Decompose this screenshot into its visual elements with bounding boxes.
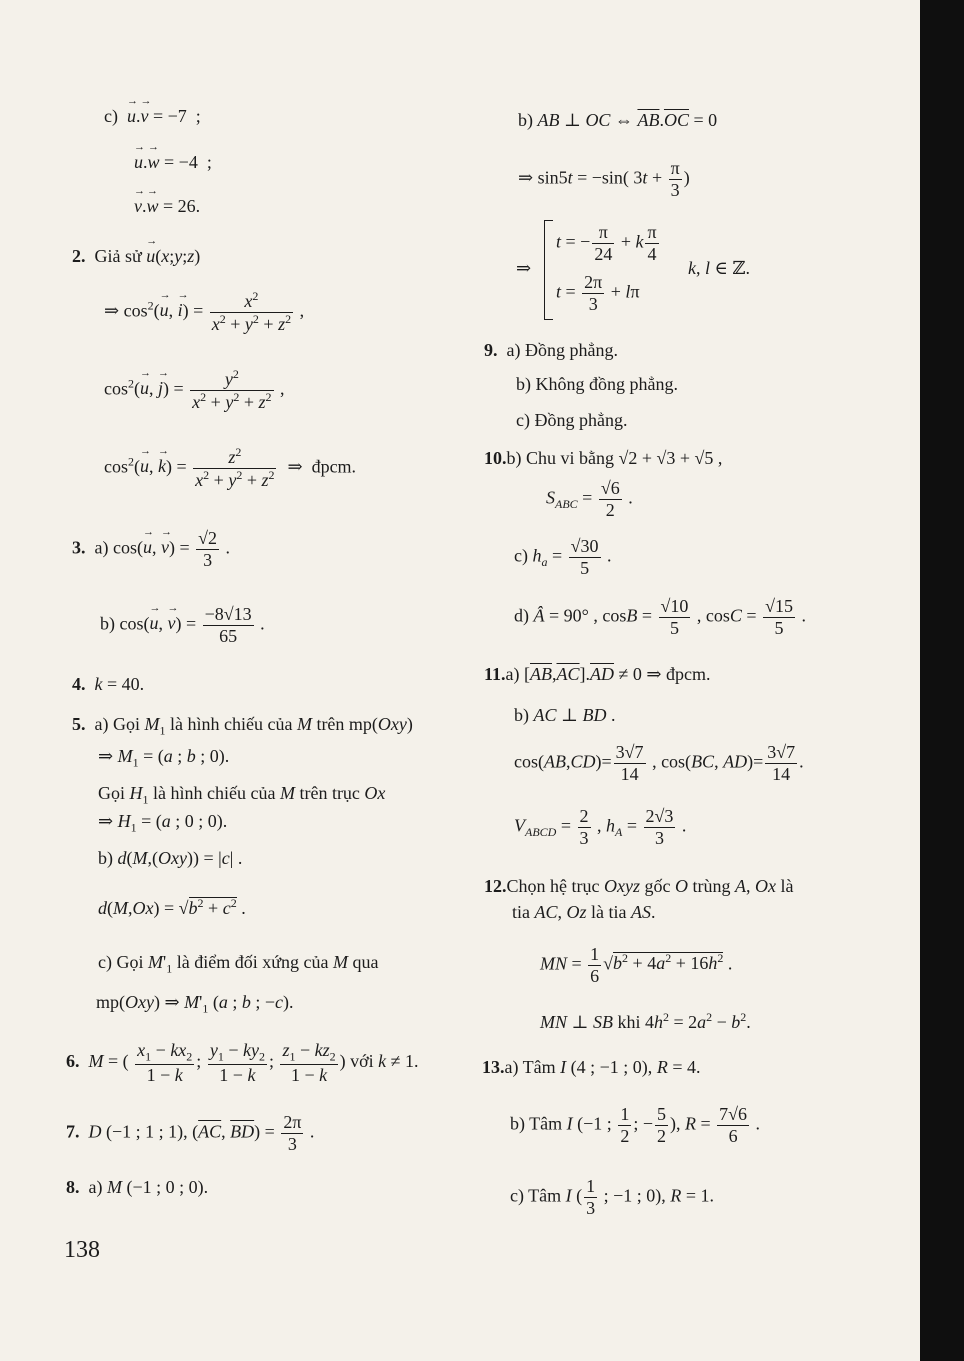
answer-5a-line4: ⇒ $H_1 = (a$ ; 0 ; 0). bbox=[98, 811, 228, 835]
answer-4: 4. k = 40. bbox=[72, 674, 145, 694]
answer-5a-line3: Gọi $H_1$ là hình chiếu của M trên trục Ox bbox=[98, 783, 386, 807]
answer-5a-line1: 5. a) Gọi $M_1$ là hình chiếu của M trên mp(Oxy) bbox=[72, 714, 413, 738]
scan-dark-edge bbox=[920, 0, 964, 1361]
answer-5a-line2: ⇒ $M_1 = (a$ ; b ; 0). bbox=[98, 746, 230, 770]
answer-5b-line1: b) d(M,(Oxy)) = |c| . bbox=[98, 848, 243, 868]
answer-1c-uv: c) → u.→ v = −7 ; bbox=[104, 106, 201, 128]
answer-7: 7. D (−1 ; 1 ; 1), ($\overline{AC}$, $\overline{BD}$) = $\frac{2\pi}{3}$ . bbox=[66, 1112, 315, 1154]
answer-8b-implies: ⇒ bbox=[516, 258, 532, 278]
answer-2-cos-i: ⇒ $\cos^2(\to u$, → i) = $\frac{x^2}{x^2 + y^2 + z^2}$ , bbox=[104, 290, 304, 334]
answer-10b-area: $S_{ABC}$ = $\frac{√6}{2}$ . bbox=[546, 478, 633, 520]
answer-5b-line2: $d(M,Ox) = √b^2 + c^2$ . bbox=[98, 896, 246, 918]
answer-8b-t2: t = $\frac{2\pi}{3}$ + lπ bbox=[556, 272, 640, 314]
answer-13c: c) Tâm I ( $\frac{1}{3}$ ; −1 ; 0), R = 1. bbox=[510, 1176, 714, 1218]
answer-3a: 3. a) cos(→ u, → v) = $\frac{√2}{3}$ . bbox=[72, 528, 230, 570]
answer-5c-line2: mp(Oxy) ⇒ $M'_1$ (a ; b ; −c). bbox=[96, 992, 294, 1016]
answer-1c-vw: → v.→ w = 26. bbox=[134, 196, 200, 218]
answer-6: 6. M = ( $\frac{x_1 - kx_2}{1 - k}$ ; $\frac{y_1 - ky_2}{1 - k}$ ; $\frac{z_1 - kz_2}{1 - k}$ ) với k ≠ 1. bbox=[66, 1040, 419, 1086]
answer-12-mn: MN = $\frac{1}{6}$ $√b^2 + 4a^2 + 16h^2$ . bbox=[540, 944, 733, 986]
answer-1c-uw: → u.→ w = −4 ; bbox=[134, 152, 212, 174]
answer-8b-t1: t = − $\frac{\pi}{24}$ + k $\frac{\pi}{4}$ bbox=[556, 222, 657, 264]
answer-2-cos-k: $\cos^2(\to u$, → k) = $\frac{z^2}{x^2 + y^2 + z^2}$ ⇒ đpcm. bbox=[104, 446, 356, 490]
answer-12-line2: tia AC, Oz là tia AS. bbox=[512, 902, 656, 922]
answer-12-perp: MN ⊥ SB khi $4h^2 = 2a^2 - b^2$. bbox=[540, 1010, 751, 1032]
answer-5c-line1: c) Gọi $M'_1$ là điểm đối xứng của M qua bbox=[98, 952, 379, 976]
answer-10b: 10.b) Chu vi bằng √2 + √3 + √5 , bbox=[484, 448, 723, 468]
answer-9b: b) Không đồng phẳng. bbox=[516, 374, 678, 394]
answer-10c: c) $h_a$ = $\frac{√30}{5}$ . bbox=[514, 536, 612, 578]
answer-8b: b) AB ⊥ OC ⇔ $\overline{AB}.\overline{OC} = 0$ bbox=[518, 110, 718, 130]
system-bracket bbox=[544, 220, 553, 320]
answer-11a: 11.a) $[\overline{AB},\overline{AC}].\overline{AD} \ne 0$ ⇒ đpcm. bbox=[484, 664, 711, 684]
answer-9a: 9. a) Đồng phẳng. bbox=[484, 340, 618, 360]
answer-11-volume: $V_{ABCD}$ = $\frac{2}{3}$ , $h_A$ = $\frac{2√3}{3}$ . bbox=[514, 806, 687, 848]
answer-9c: c) Đồng phẳng. bbox=[516, 410, 628, 430]
answer-8b-sin: ⇒ sin5t = −sin( 3t + $\frac{\pi}{3}$ ) bbox=[518, 158, 690, 200]
answer-2-cos-j: $\cos^2(\to u$, → j) = $\frac{y^2}{x^2 + y^2 + z^2}$ , bbox=[104, 368, 285, 412]
answer-12-line1: 12.Chọn hệ trục Oxyz gốc O trùng A, Ox là bbox=[484, 876, 794, 896]
answer-10d: d) Â = 90° , cosB = $\frac{√10}{5}$ , cosC = $\frac{√15}{5}$ . bbox=[514, 596, 806, 638]
answer-3b: b) cos(→ u, → v) = $\frac{-8√13}{65}$ . bbox=[100, 604, 265, 646]
answer-13a: 13.a) Tâm I (4 ; −1 ; 0), R = 4. bbox=[482, 1057, 701, 1077]
page-number: 138 bbox=[64, 1237, 100, 1263]
answer-11b: b) AC ⊥ BD . bbox=[514, 705, 616, 725]
answer-8: 8. a) M (−1 ; 0 ; 0). bbox=[66, 1177, 209, 1197]
answer-13b: b) Tâm I (−1 ; $\frac{1}{2}$ ; − $\frac{5}{2}$ ), R = $\frac{7√6}{6}$ . bbox=[510, 1104, 761, 1146]
answer-11b-cos: cos(AB,CD)= $\frac{3√7}{14}$ , cos(BC, AD)= $\frac{3√7}{14}$ . bbox=[514, 742, 804, 784]
answer-8b-domain: k, l ∈ ℤ. bbox=[688, 258, 750, 278]
answer-2-intro: 2. Giả sử → u(x;y;z) bbox=[72, 246, 200, 268]
